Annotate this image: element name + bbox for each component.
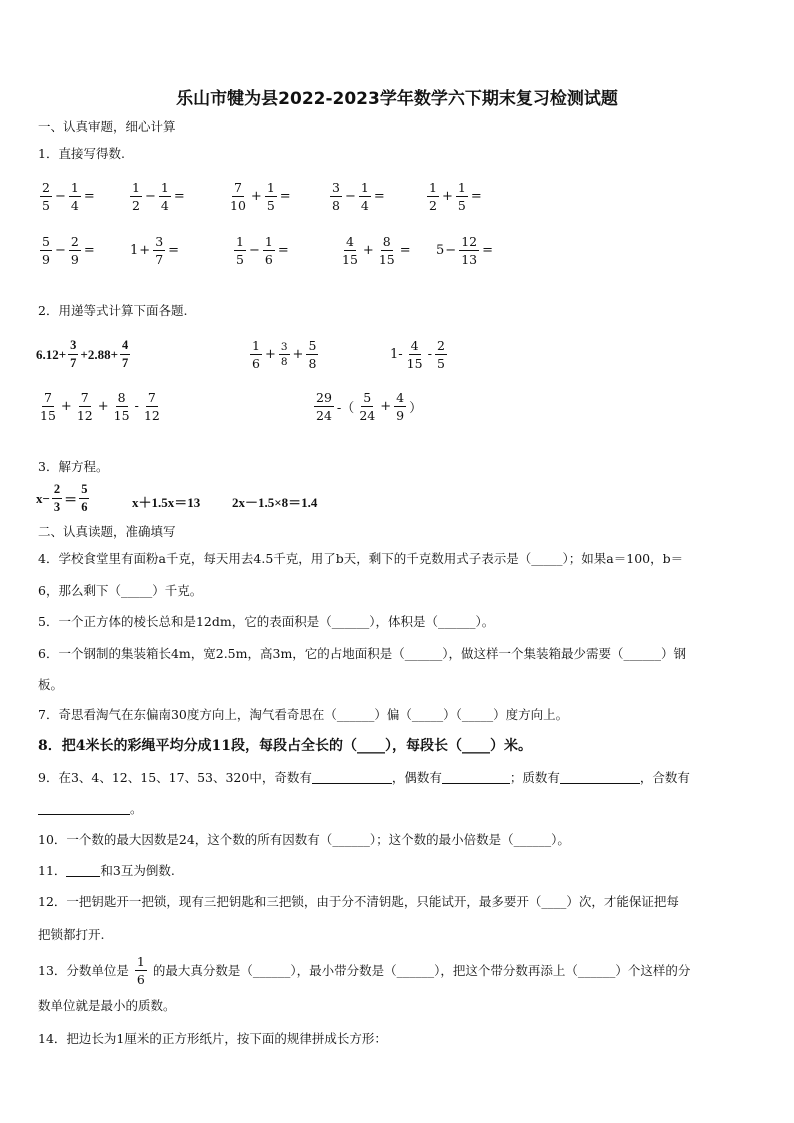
question-5: 5．一个正方体的棱长总和是12dm，它的表面积是（______），体积是（______）。	[38, 614, 495, 629]
section-1-heading: 一、认真审题，细心计算	[38, 119, 176, 134]
question-10: 10．一个数的最大因数是24，这个数的所有因数有（______）；这个数的最小倍数是（______）。	[38, 832, 570, 847]
question-4: 4．学校食堂里有面粉a千克，每天用去4.5千克，用了b天，剩下的千克数用式子表示是（_____）；如果a＝100，b＝	[38, 551, 684, 566]
question-4-cont: 6，那么剩下（_____）千克。	[38, 583, 203, 598]
q3-equation: x− $\frac{2}{3}$ ＝ $\frac{5}{6}$	[36, 482, 88, 514]
q1-item: $\frac{1}{5}$ − $\frac{1}{6}$ =	[236, 234, 289, 267]
section-2-heading: 二、认真读题，准确填写	[38, 524, 176, 539]
question-7: 7．奇思看淘气在东偏南30度方向上，淘气看奇思在（______）偏（_____）（_____）度方向上。	[38, 707, 569, 722]
q1-item: $\frac{3}{8}$ − $\frac{1}{4}$ =	[332, 180, 385, 213]
q1-item: $\frac{4}{15}$ + $\frac{8}{15}$ =	[342, 234, 411, 267]
q2-item: $\frac{1}{6}$ + $\frac{3}{8}$ + $\frac{5}{8}$	[252, 338, 317, 371]
question-6: 6．一个钢制的集装箱长4m，宽2.5m，高3m，它的占地面积是（______），做这样一个集装箱最少需要（______）钢	[38, 646, 687, 661]
question-11: 11． 和3互为倒数.	[38, 863, 175, 878]
q1-item: 5 − $\frac{12}{13}$ =	[436, 234, 493, 267]
q2-item: 6.12+ $\frac{3}{7}$ +2.88+ $\frac{4}{7}$	[36, 338, 129, 370]
question-14: 14．把边长为1厘米的正方形纸片，按下面的规律拼成长方形：	[38, 1031, 387, 1046]
question-6-cont: 板。	[38, 677, 64, 692]
question-8: 8．把4米长的彩绳平均分成11段，每段占全长的（____），每段长（____）米。	[38, 738, 532, 754]
q3-equation: x＋1.5x＝13	[132, 495, 201, 510]
question-13: 13．分数单位是 $\frac{1}{6}$ 的最大真分数是（______），最小带分数是（______），把这个带分数再添上（______）个这样的分	[38, 954, 691, 987]
q2-item: $\frac{7}{15}$ + $\frac{7}{12}$ + $\frac{8}{15}$ - $\frac{7}{12}$	[40, 390, 160, 423]
question-12: 12．一把钥匙开一把锁，现有三把钥匙和三把锁，由于分不清钥匙，只能试开，最多要开（____）次，才能保证把每	[38, 894, 679, 909]
q2-item: $\frac{29}{24}$ -（ $\frac{5}{24}$ + $\frac{4}{9}$ ）	[316, 390, 423, 423]
question-12-cont: 把锁都打开.	[38, 927, 105, 942]
question-13-cont: 数单位就是最小的质数。	[38, 998, 176, 1013]
q2-item: 1- $\frac{4}{15}$ - $\frac{2}{5}$	[390, 338, 445, 371]
q1-item: $\frac{1}{2}$ + $\frac{1}{5}$ =	[429, 180, 482, 213]
q1-item: 1 + $\frac{3}{7}$ =	[130, 234, 180, 267]
q1-label: 1．直接写得数.	[38, 146, 125, 161]
question-9-cont: 。	[38, 800, 143, 818]
q1-item: $\frac{1}{2}$ − $\frac{1}{4}$ =	[132, 180, 185, 213]
q2-label: 2．用递等式计算下面各题.	[38, 303, 188, 318]
q1-item: $\frac{2}{5}$ − $\frac{1}{4}$ =	[42, 180, 95, 213]
question-9: 9．在3、4、12、15、17、53、320中，奇数有 ，偶数有 ；质数有 ，合数有	[38, 770, 690, 785]
q1-item: $\frac{7}{10}$ + $\frac{1}{5}$ =	[230, 180, 291, 213]
q3-label: 3．解方程。	[38, 459, 109, 474]
q1-item: $\frac{5}{9}$ − $\frac{2}{9}$ =	[42, 234, 95, 267]
page-title: 乐山市犍为县2022-2023学年数学六下期末复习检测试题	[176, 89, 618, 109]
q3-equation: 2x－1.5×8＝1.4	[232, 495, 318, 510]
